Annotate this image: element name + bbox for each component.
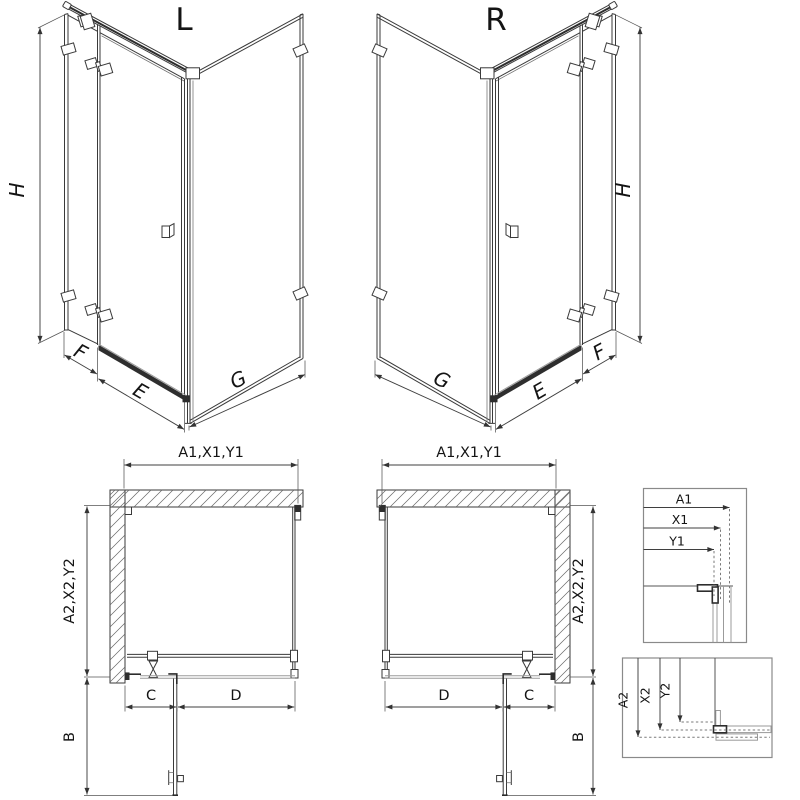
dim-label-f-right: F <box>588 338 610 366</box>
dim-label-depth-left: A2,X2,Y2 <box>62 558 78 624</box>
dim-label-c-right: C <box>523 688 535 704</box>
dim-label-b-right: B <box>571 732 587 742</box>
detail-label-y2: Y2 <box>657 682 673 699</box>
hatch-plan-right-side <box>555 490 570 683</box>
hatch-plan-right-top <box>377 490 570 507</box>
dim-label-d-left: D <box>230 688 242 704</box>
detail-label-y1: Y1 <box>669 533 685 549</box>
detail-label-a1: A1 <box>675 491 693 507</box>
dim-label-height-right: H <box>611 182 635 198</box>
detail-sill-clamp-section <box>714 726 727 733</box>
detail-profile-hook <box>716 711 721 727</box>
dim-label-g-right: G <box>429 365 455 394</box>
dim-label-e-left: E <box>129 377 152 405</box>
dim-label-width-left: A1,X1,Y1 <box>178 445 244 461</box>
detail-box-width <box>644 489 747 643</box>
detail-label-x2: X2 <box>637 687 653 704</box>
dim-label-f-left: F <box>70 338 92 366</box>
detail-label-x1: X1 <box>671 512 689 527</box>
detail-glass-clamp-section <box>712 587 718 603</box>
detail-label-a2: A2 <box>615 691 631 709</box>
dim-label-b-left: B <box>62 732 78 742</box>
detail-box-depth <box>623 658 773 758</box>
hatch-plan-left-top <box>110 490 303 507</box>
dim-label-height-left: H <box>5 182 29 198</box>
plan-view-left <box>84 459 303 795</box>
dim-label-g-left: G <box>225 365 251 394</box>
dim-label-width-right: A1,X1,Y1 <box>436 445 502 461</box>
dim-label-depth-right: A2,X2,Y2 <box>571 558 587 624</box>
iso-view-right <box>372 1 642 432</box>
dim-label-e-right: E <box>528 377 551 405</box>
plan-view-right <box>377 459 596 795</box>
dim-label-c-left: C <box>145 688 157 704</box>
dim-label-d-right: D <box>438 688 450 704</box>
hatch-plan-left-side <box>110 490 125 683</box>
version-label-right: R <box>485 2 507 38</box>
iso-view-left <box>38 1 308 432</box>
version-label-left: L <box>175 2 193 38</box>
